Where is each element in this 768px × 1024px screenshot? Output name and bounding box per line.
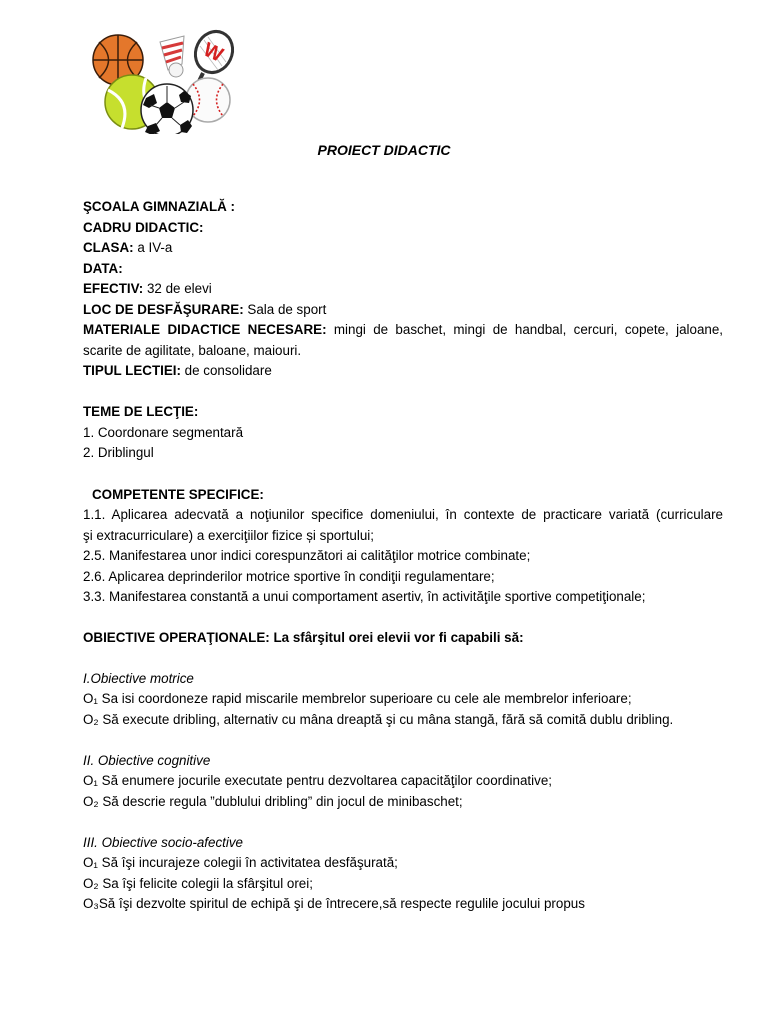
class-value: a IV-a — [133, 240, 173, 255]
materials-value: mingi de baschet, mingi de handbal, cercuri, copete, jaloane, — [326, 322, 724, 337]
effective-label: EFECTIV: — [83, 281, 144, 296]
location-row — [83, 301, 723, 319]
school-label: ŞCOALA GIMNAZIALĂ : — [83, 199, 235, 214]
objective-item: O₂ Sa îşi felicite colegii la sfârşitul orei; — [83, 876, 313, 891]
class-label: CLASA: — [83, 240, 134, 255]
effective-row — [83, 280, 723, 298]
competences-heading: COMPETENTE SPECIFICE: — [92, 487, 264, 502]
materials-continued: scarite de agilitate, baloane, maiouri. — [83, 343, 302, 358]
effective-value: 32 de elevi — [143, 281, 212, 296]
objective-item: O₂ Să descrie regula ”dublului dribling” din jocul de minibaschet; — [83, 794, 463, 809]
theme-item: 2. Driblingul — [83, 445, 154, 460]
date-label: DATA: — [83, 261, 123, 276]
svg-text:W: W — [199, 38, 227, 67]
objective-item: O₁ Să îşi incurajeze colegii în activitatea desfăşurată; — [83, 855, 398, 870]
competence-line: şi extracurriculare) a exerciţiilor fizice și sportului; — [83, 528, 374, 543]
objective-item: O₁ Sa isi coordoneze rapid miscarile membrelor superioare cu cele ale membrelor inferioare; — [83, 691, 632, 706]
lesson-type-label: TIPUL LECTIEI: — [83, 363, 181, 378]
objectives-heading: OBIECTIVE OPERAŢIONALE: — [83, 630, 270, 645]
competence-line: 3.3. Manifestarea constantă a unui comportament asertiv, în activităţile sportive competiţionale; — [83, 589, 646, 604]
cognitive-objectives-title: II. Obiective cognitive — [83, 753, 211, 768]
objective-item: O₃Să îşi dezvolte spiritul de echipă şi de întrecere,să respecte regulile jocului propus — [83, 896, 585, 911]
themes-heading: TEME DE LECŢIE: — [83, 404, 199, 419]
location-label: LOC DE DESFĂŞURARE: — [83, 302, 244, 317]
location-value: Sala de sport — [243, 302, 327, 317]
soccer-ball-icon — [141, 84, 193, 134]
teacher-label: CADRU DIDACTIC: — [83, 220, 204, 235]
materials-label: MATERIALE DIDACTICE NECESARE: — [83, 322, 327, 337]
document-title: PROIECT DIDACTIC — [317, 142, 451, 158]
objectives-intro: La sfârşitul orei elevii vor fi capabili să: — [269, 630, 524, 645]
social-objectives-title: III. Obiective socio-afective — [83, 835, 244, 850]
lesson-type-row — [83, 362, 723, 380]
shuttlecock-icon — [160, 36, 184, 77]
competence-line: 2.5. Manifestarea unor indici corespunzători ai calităţilor motrice combinate; — [83, 548, 531, 563]
competence-line: 2.6. Aplicarea deprinderilor motrice sportive în condiţii regulamentare; — [83, 569, 495, 584]
theme-item: 1. Coordonare segmentară — [83, 425, 244, 440]
motor-objectives-title: I.Obiective motrice — [83, 671, 194, 686]
objective-item: O₂ Să execute dribling, alternativ cu mâna dreaptă şi cu mâna stangă, fără să comită dublu dribling. — [83, 712, 674, 727]
objectives-row — [83, 629, 723, 647]
class-row — [83, 239, 723, 257]
lesson-type-value: de consolidare — [180, 363, 272, 378]
competence-line: 1.1. Aplicarea adecvată a noţiunilor specifice domeniului, în contexte de practicare variată (curriculare — [83, 507, 723, 522]
sports-balls-logo — [86, 28, 246, 134]
objective-item: O₁ Să enumere jocurile executate pentru dezvoltarea capacităţilor coordinative; — [83, 773, 552, 788]
materials-row — [83, 321, 723, 339]
